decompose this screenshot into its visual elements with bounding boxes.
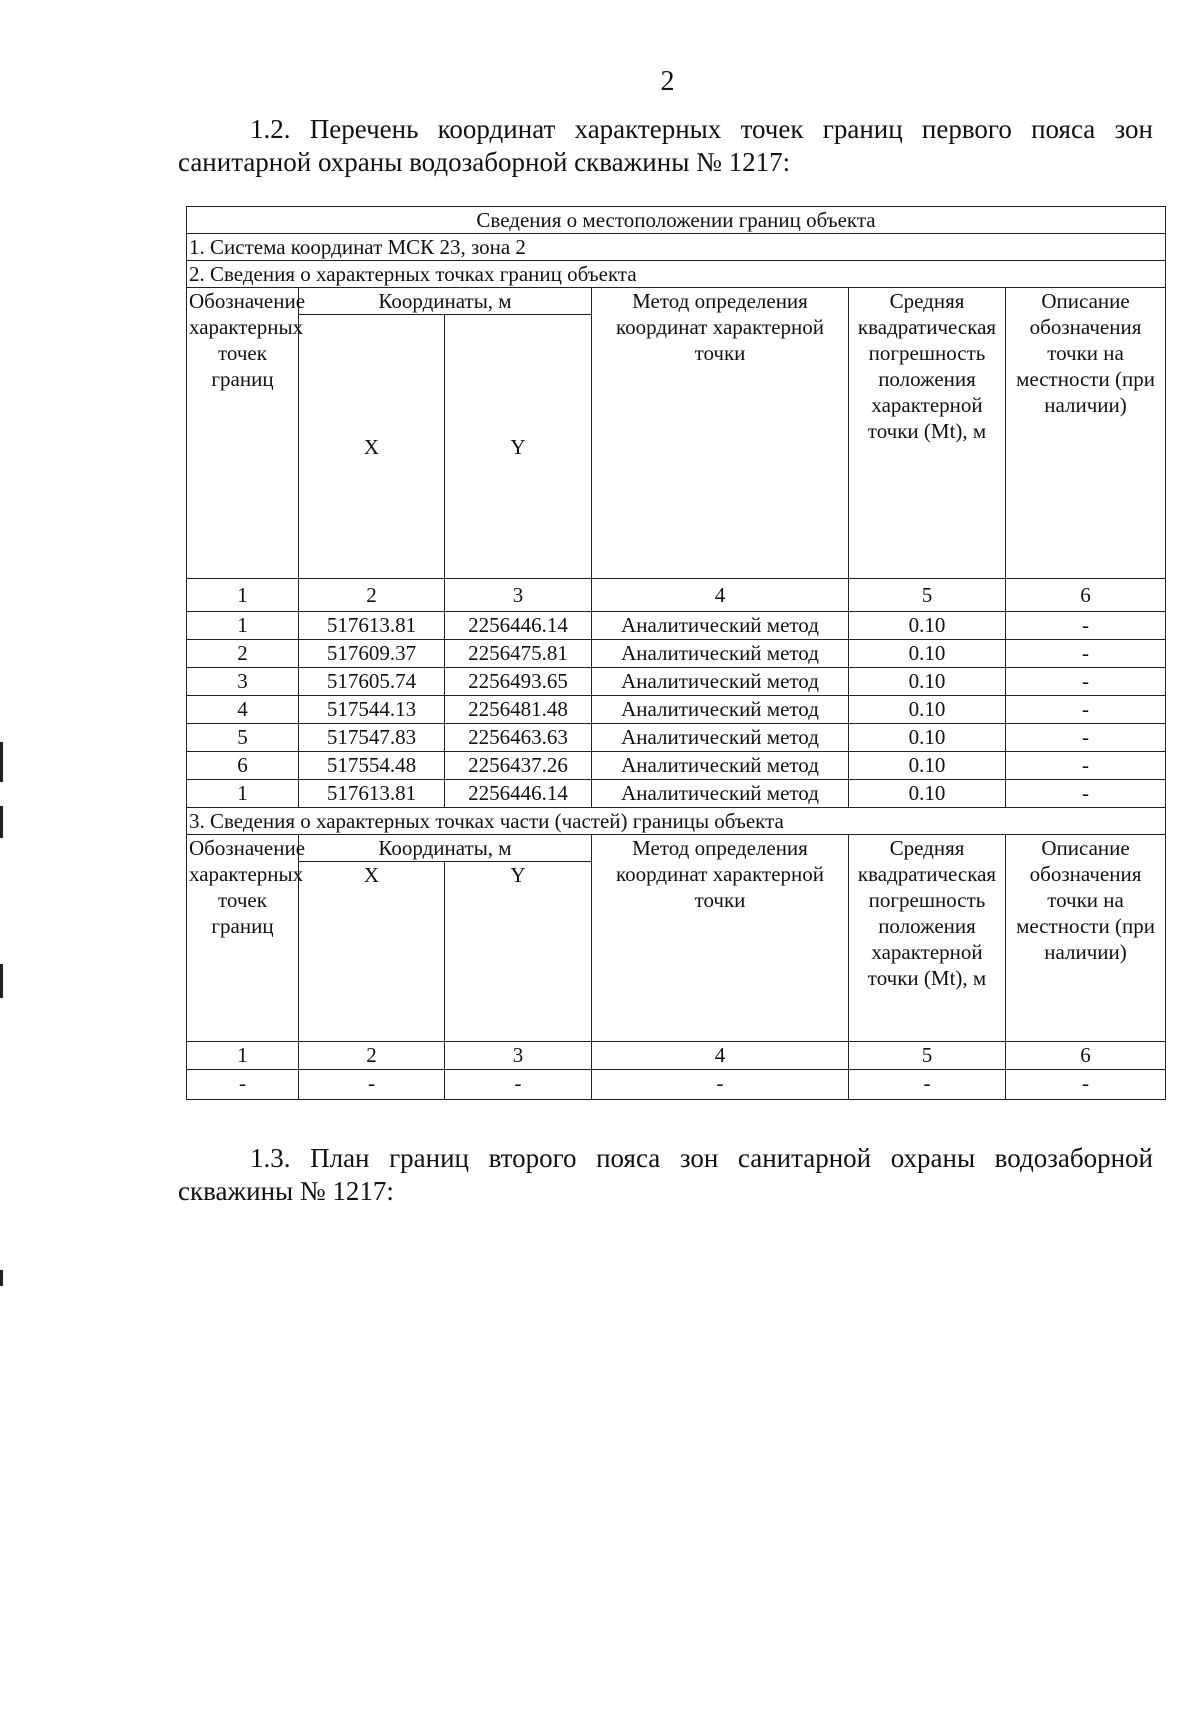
boundary-coordinates-table: [186, 206, 1166, 1100]
col-num-5: 5: [849, 579, 1006, 612]
point-desc: -: [1006, 724, 1166, 752]
part3-col-num-6: 6: [1006, 1042, 1166, 1070]
point-desc: -: [1006, 612, 1166, 640]
header-x: X: [299, 315, 445, 579]
part3-col-num-3: 3: [445, 1042, 592, 1070]
table-row: [187, 612, 1166, 640]
header-error: Средняя квадратическая погрешность положения характерной точки (Mt), м: [849, 288, 1006, 579]
point-y: 2256481.48: [445, 696, 592, 724]
part3-header-coordinates: Координаты, м: [299, 835, 592, 862]
point-method: Аналитический метод: [592, 780, 849, 808]
part3-col-num-5: 5: [849, 1042, 1006, 1070]
coordinate-system: 1. Система координат МСК 23, зона 2: [187, 234, 1166, 261]
point-method: Аналитический метод: [592, 640, 849, 668]
part3-cell: -: [187, 1070, 299, 1100]
point-number: 1: [187, 780, 299, 808]
point-y: 2256463.63: [445, 724, 592, 752]
table-row: [187, 640, 1166, 668]
point-x: 517613.81: [299, 780, 445, 808]
point-number: 4: [187, 696, 299, 724]
part3-title-row: [187, 808, 1166, 835]
point-x: 517605.74: [299, 668, 445, 696]
header-y: Y: [445, 315, 592, 579]
header-method: Метод определения координат характерной точки: [592, 288, 849, 579]
part3-table-row: [187, 1070, 1166, 1100]
section-1-2-heading: [178, 113, 1153, 179]
col-num-6: 6: [1006, 579, 1166, 612]
table-row: [187, 668, 1166, 696]
scan-edge-mark: [0, 964, 3, 998]
point-mt: 0.10: [849, 668, 1006, 696]
header-coordinates: Координаты, м: [299, 288, 592, 315]
point-method: Аналитический метод: [592, 724, 849, 752]
table-row: [187, 724, 1166, 752]
part3-col-num-1: 1: [187, 1042, 299, 1070]
part2-title-row: [187, 261, 1166, 288]
point-method: Аналитический метод: [592, 696, 849, 724]
point-number: 3: [187, 668, 299, 696]
part3-header-x: X: [299, 862, 445, 1042]
col-num-3: 3: [445, 579, 592, 612]
point-x: 517544.13: [299, 696, 445, 724]
section-1-3-line2: скважины № 1217:: [178, 1176, 394, 1206]
col-num-4: 4: [592, 579, 849, 612]
point-mt: 0.10: [849, 640, 1006, 668]
header-designation: Обозначение характерных точек границ: [187, 288, 299, 579]
table-row: [187, 696, 1166, 724]
point-x: 517554.48: [299, 752, 445, 780]
point-method: Аналитический метод: [592, 612, 849, 640]
section-1-2-line2: санитарной охраны водозаборной скважины № 1217:: [178, 147, 791, 177]
point-number: 1: [187, 612, 299, 640]
part3-col-num-2: 2: [299, 1042, 445, 1070]
part3-header-description: Описание обозначения точки на местности (при наличии): [1006, 835, 1166, 1042]
point-y: 2256446.14: [445, 780, 592, 808]
point-x: 517547.83: [299, 724, 445, 752]
point-mt: 0.10: [849, 696, 1006, 724]
part3-cell: -: [1006, 1070, 1166, 1100]
point-desc: -: [1006, 668, 1166, 696]
point-number: 6: [187, 752, 299, 780]
part3-header-error: Средняя квадратическая погрешность положения характерной точки (Mt), м: [849, 835, 1006, 1042]
part3-cell: -: [592, 1070, 849, 1100]
part3-header-designation: Обозначение характерных точек границ: [187, 835, 299, 1042]
table-title-row: [187, 207, 1166, 234]
table-row: [187, 780, 1166, 808]
part3-cell: -: [849, 1070, 1006, 1100]
part3-cell: -: [299, 1070, 445, 1100]
section-1-3-line1: 1.3. План границ второго пояса зон санитарной охраны водозаборной: [250, 1143, 1153, 1173]
point-y: 2256437.26: [445, 752, 592, 780]
point-desc: -: [1006, 752, 1166, 780]
section-1-2-line1: 1.2. Перечень координат характерных точек границ первого пояса зон: [250, 114, 1153, 144]
coordinate-system-row: [187, 234, 1166, 261]
part3-cell: -: [445, 1070, 592, 1100]
part3-header-method: Метод определения координат характерной точки: [592, 835, 849, 1042]
header-description: Описание обозначения точки на местности (при наличии): [1006, 288, 1166, 579]
part3-header-y: Y: [445, 862, 592, 1042]
part3-col-num-4: 4: [592, 1042, 849, 1070]
point-mt: 0.10: [849, 724, 1006, 752]
point-mt: 0.10: [849, 612, 1006, 640]
part2-title: 2. Сведения о характерных точках границ объекта: [187, 261, 1166, 288]
part3-title: 3. Сведения о характерных точках части (частей) границы объекта: [187, 808, 1166, 835]
point-method: Аналитический метод: [592, 752, 849, 780]
point-desc: -: [1006, 780, 1166, 808]
table-row: [187, 752, 1166, 780]
scan-edge-mark: [0, 806, 3, 838]
col-num-1: 1: [187, 579, 299, 612]
point-mt: 0.10: [849, 752, 1006, 780]
point-mt: 0.10: [849, 780, 1006, 808]
page-number: 2: [660, 66, 675, 97]
point-desc: -: [1006, 696, 1166, 724]
part3-column-number-row: [187, 1042, 1166, 1070]
point-number: 2: [187, 640, 299, 668]
table-title: Сведения о местоположении границ объекта: [187, 207, 1166, 234]
col-num-2: 2: [299, 579, 445, 612]
point-number: 5: [187, 724, 299, 752]
point-y: 2256446.14: [445, 612, 592, 640]
scan-edge-mark: [0, 1270, 3, 1286]
section-1-3-heading: [178, 1142, 1153, 1208]
scan-edge-mark: [0, 742, 3, 782]
point-y: 2256475.81: [445, 640, 592, 668]
point-desc: -: [1006, 640, 1166, 668]
point-method: Аналитический метод: [592, 668, 849, 696]
column-number-row: [187, 579, 1166, 612]
point-y: 2256493.65: [445, 668, 592, 696]
point-x: 517613.81: [299, 612, 445, 640]
point-x: 517609.37: [299, 640, 445, 668]
